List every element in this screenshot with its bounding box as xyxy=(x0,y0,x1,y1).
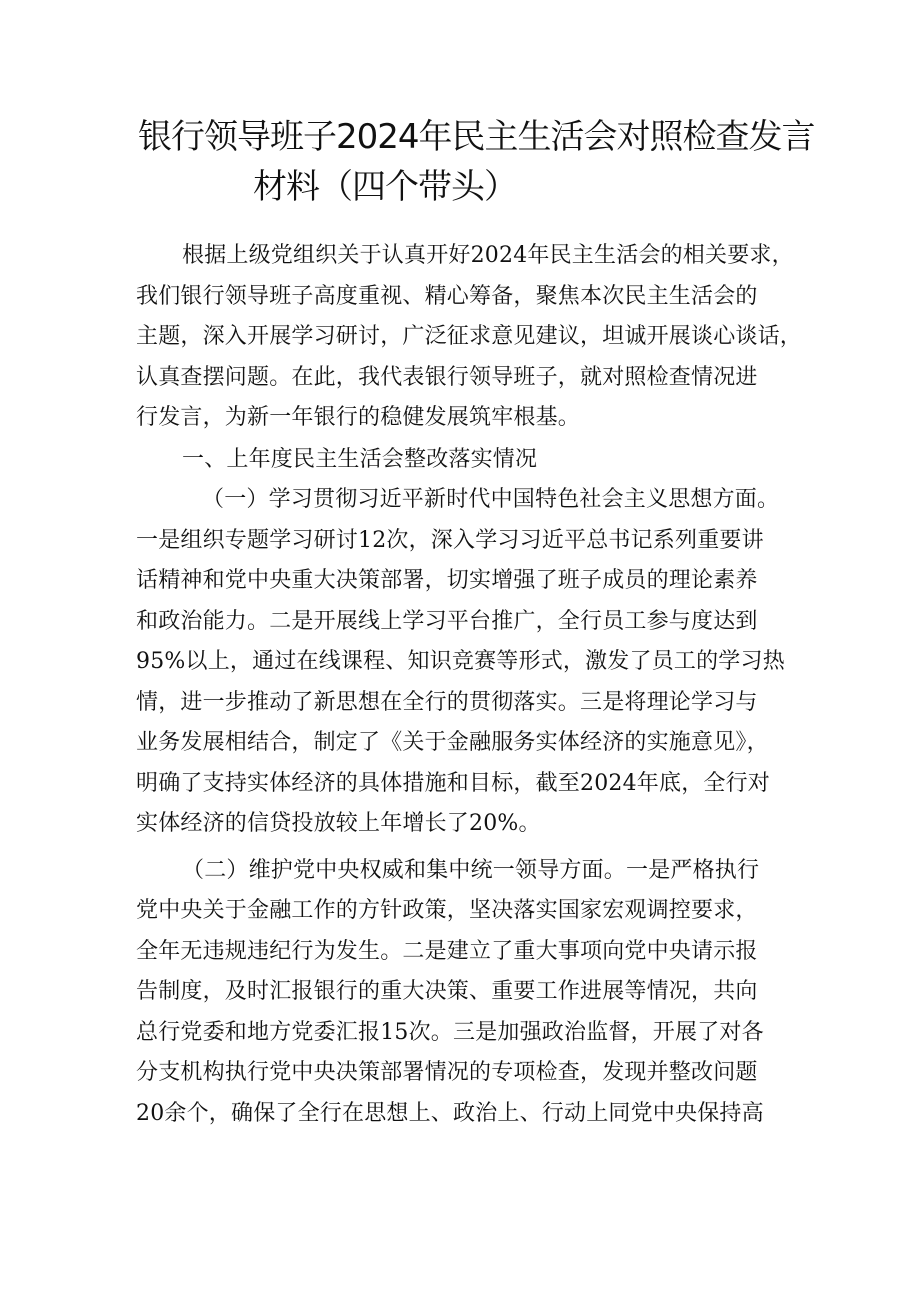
subsection-1-line-5: 95%以上，通过在线课程、知识竞赛等形式，激发了员工的学习热 xyxy=(136,649,785,674)
subsection-1-line-9: 实体经济的信贷投放较上年增长了20%。 xyxy=(136,811,541,836)
subsection-2-line-3: 全年无违规违纪行为发生。二是建立了重大事项向党中央请示报 xyxy=(136,938,758,964)
intro-line-2: 我们银行领导班子高度重视、精心筹备，聚焦本次民主生活会的 xyxy=(136,283,758,309)
subsection-2-line-1: （二）维护党中央权威和集中统一领导方面。一是严格执行 xyxy=(182,857,760,883)
subsection-1-line-4: 和政治能力。二是开展线上学习平台推广，全行员工参与度达到 xyxy=(136,608,758,634)
subsection-2-line-6: 分支机构执行党中央决策部署情况的专项检查，发现并整改问题 xyxy=(136,1060,758,1085)
intro-line-3: 主题，深入开展学习研讨，广泛征求意见建议，坦诚开展谈心谈话， xyxy=(136,324,803,349)
title-line-1: 银行领导班子2024年民主生活会对照检查发言 xyxy=(138,117,815,157)
intro-line-4: 认真查摆问题。在此，我代表银行领导班子，就对照检查情况进 xyxy=(136,364,758,390)
subsection-2-line-4: 告制度，及时汇报银行的重大决策、重要工作进展等情况，共向 xyxy=(136,979,758,1004)
subsection-1-line-8: 明确了支持实体经济的具体措施和目标，截至2024年底，全行对 xyxy=(136,770,770,796)
intro-line-5: 行发言，为新一年银行的稳健发展筑牢根基。 xyxy=(136,405,581,430)
subsection-2-line-5: 总行党委和地方党委汇报15次。三是加强政治监督，开展了对各 xyxy=(136,1019,764,1045)
intro-line-1: 根据上级党组织关于认真开好2024年民主生活会的相关要求， xyxy=(182,243,794,268)
document-title xyxy=(120,112,815,212)
title-line-2: 材料（四个带头） xyxy=(253,167,517,207)
subsection-1-paragraph xyxy=(136,480,796,845)
intro-paragraph xyxy=(136,236,803,439)
subsection-1-line-2: 一是组织专题学习研讨12次，深入学习习近平总书记系列重要讲 xyxy=(136,527,764,553)
subsection-2-line-7: 20余个，确保了全行在思想上、政治上、行动上同党中央保持高 xyxy=(136,1100,764,1126)
subsection-1-line-1: （一）学习贯彻习近平新时代中国特色社会主义思想方面。 xyxy=(202,487,780,512)
subsection-1-line-6: 情，进一步推动了新思想在全行的贯彻落实。三是将理论学习与 xyxy=(136,689,758,715)
document-body xyxy=(136,236,803,1134)
subsection-1-line-3: 话精神和党中央重大决策部署，切实增强了班子成员的理论素养 xyxy=(136,568,758,593)
subsection-1-line-7: 业务发展相结合，制定了《关于金融服务实体经济的实施意见》， xyxy=(136,730,769,755)
subsection-2-line-2: 党中央关于金融工作的方针政策，坚决落实国家宏观调控要求， xyxy=(136,898,758,923)
section-heading: 一、上年度民主生活会整改落实情况 xyxy=(182,446,538,472)
subsection-2-paragraph xyxy=(136,851,796,1135)
